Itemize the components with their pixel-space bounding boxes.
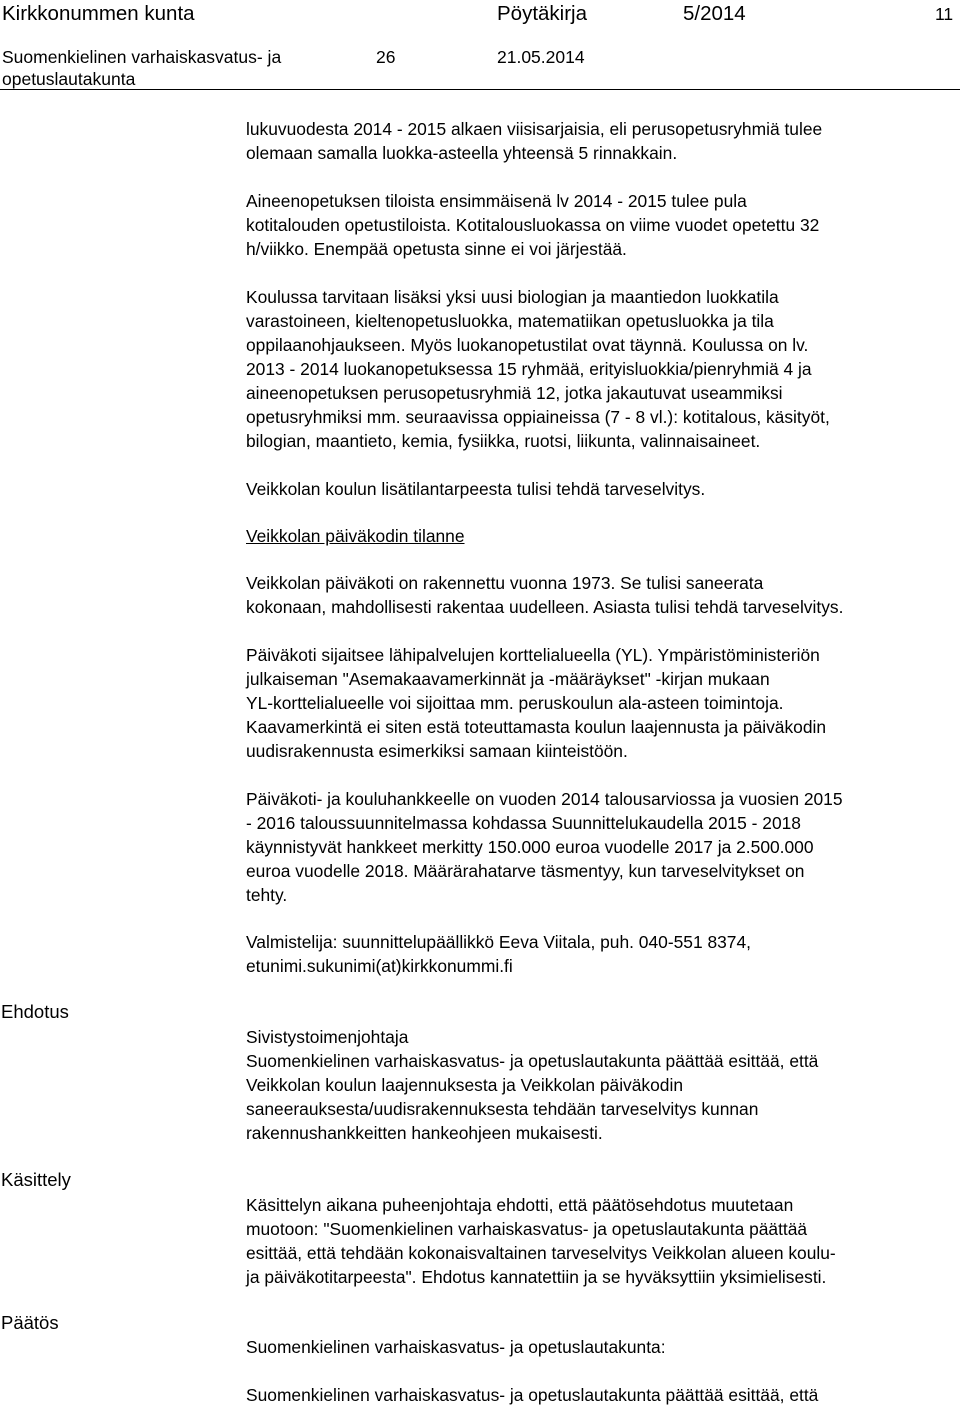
text-line: muotoon: "Suomenkielinen varhaiskasvatus- ja opetuslautakunta päättää xyxy=(246,1219,808,1239)
text-line: tehty. xyxy=(246,885,288,905)
text-line: julkaiseman "Asemakaavamerkinnät ja -määräykset" -kirjan mukaan xyxy=(246,669,770,689)
section-heading-daycare: Veikkolan päiväkodin tilanne xyxy=(246,526,465,546)
paragraph-school-survey xyxy=(246,477,705,501)
text-line: YL-korttelialueelle voi sijoittaa mm. peruskoulun ala-asteen toimintoja. xyxy=(246,693,784,713)
text-line: Aineenopetuksen tiloista ensimmäisenä lv 2014 - 2015 tulee pula xyxy=(246,191,747,211)
text-line: Veikkolan päiväkoti on rakennettu vuonna 1973. Se tulisi saneerata xyxy=(246,573,764,593)
text-line: Päiväkoti- ja kouluhankkeelle on vuoden 2014 talousarviossa ja vuosien 2015 xyxy=(246,789,843,809)
text-line: h/viikko. Enempää opetusta sinne ei voi järjestää. xyxy=(246,239,627,259)
paragraph-space-needs xyxy=(246,285,830,453)
text-line: kotitalouden opetustiloista. Kotitalousluokassa on viime vuodet opetettu 32 xyxy=(246,215,820,235)
text-line: Päiväkoti sijaitsee lähipalvelujen korttelialueella (YL). Ympäristöministeriön xyxy=(246,645,820,665)
text-line: 2013 - 2014 luokanopetuksessa 15 ryhmää, erityisluokkia/pienryhmiä 4 ja xyxy=(246,359,812,379)
page-number: 11 xyxy=(935,4,954,24)
handling-label: Käsittely xyxy=(1,1169,71,1190)
paragraph-class-sizes xyxy=(246,117,822,165)
paragraph-daycare-built xyxy=(246,571,843,619)
paragraph-zoning xyxy=(246,643,826,763)
decision-intro: Suomenkielinen varhaiskasvatus- ja opetuslautakunta: xyxy=(246,1337,666,1357)
text-line: aineenopetuksen perusopetusryhmiä 12, jotka jakautuvat useammiksi xyxy=(246,383,783,403)
text-line: opetusryhmiksi mm. seuraavissa oppiaineissa (7 - 8 vl.): kotitalous, käsityöt, xyxy=(246,407,830,427)
decision-label: Päätös xyxy=(1,1312,59,1333)
text-line: kokonaan, mahdollisesti rakentaa uudelleen. Asiasta tulisi tehdä tarveselvitys. xyxy=(246,597,844,617)
text-line: saneerauksesta/uudisrakennuksesta tehdään tarveselvitys kunnan xyxy=(246,1099,759,1119)
committee-name-line2: opetuslautakunta xyxy=(2,69,136,89)
text-line: euroa vuodelle 2018. Määrärahatarve täsmentyy, kun tarveselvitykset on xyxy=(246,861,805,881)
header-divider xyxy=(0,89,960,90)
text-line: Veikkolan koulun laajennuksesta ja Veikkolan päiväkodin xyxy=(246,1075,683,1095)
text-line: uudisrakennusta esimerkiksi samaan kiinteistöön. xyxy=(246,741,628,761)
text-line: - 2016 taloussuunnitelmassa kohdassa Suunnittelukaudella 2015 - 2018 xyxy=(246,813,801,833)
text-line: Sivistystoimenjohtaja xyxy=(246,1027,409,1047)
section-number: 26 xyxy=(376,47,396,67)
text-line: etunimi.sukunimi(at)kirkkonummi.fi xyxy=(246,956,513,976)
paragraph-home-economics xyxy=(246,189,819,261)
text-line: Suomenkielinen varhaiskasvatus- ja opetuslautakunta päättää esittää, että xyxy=(246,1051,819,1071)
meeting-date: 21.05.2014 xyxy=(497,47,585,67)
text-line: Kaavamerkintä ei siten estä toteuttamasta koulun laajennusta ja päiväkodin xyxy=(246,717,827,737)
paragraph-budget xyxy=(246,787,843,907)
municipality-name: Kirkkonummen kunta xyxy=(2,2,195,25)
committee-name-line1: Suomenkielinen varhaiskasvatus- ja xyxy=(2,47,282,67)
text-line: varastoineen, kieltenopetusluokka, matematiikan opetusluokka ja tila xyxy=(246,311,774,331)
text-line: rakennushankkeitten hankeohjeen mukaisesti. xyxy=(246,1123,603,1143)
proposal-label: Ehdotus xyxy=(1,1001,69,1022)
proposal-text xyxy=(246,1025,818,1145)
decision-text: Suomenkielinen varhaiskasvatus- ja opetuslautakunta päättää esittää, että xyxy=(246,1385,819,1405)
text-line: lukuvuodesta 2014 - 2015 alkaen viisisarjaisia, eli perusopetusryhmiä tulee xyxy=(246,119,823,139)
text-line: Koulussa tarvitaan lisäksi yksi uusi biologian ja maantiedon luokkatila xyxy=(246,287,779,307)
document-type: Pöytäkirja xyxy=(497,2,588,25)
issue-number: 5/2014 xyxy=(683,2,746,25)
text-line: Valmistelija: suunnittelupäällikkö Eeva Viitala, puh. 040-551 8374, xyxy=(246,932,751,952)
text-line: Veikkolan koulun lisätilantarpeesta tulisi tehdä tarveselvitys. xyxy=(246,479,706,499)
text-line: Käsittelyn aikana puheenjohtaja ehdotti, että päätösehdotus muutetaan xyxy=(246,1195,794,1215)
paragraph-preparer xyxy=(246,930,751,978)
text-line: käynnistyvät hankkeet merkitty 150.000 euroa vuodelle 2017 ja 2.500.000 xyxy=(246,837,814,857)
text-line: esittää, että tehdään kokonaisvaltainen tarveselvitys Veikkolan alueen koulu- xyxy=(246,1243,836,1263)
text-line: ja päiväkotitarpeesta". Ehdotus kannatettiin ja se hyväksyttiin yksimielisesti. xyxy=(246,1267,827,1287)
text-line: bilogian, maantieto, kemia, fysiikka, ruotsi, liikunta, valinnaisaineet. xyxy=(246,431,761,451)
text-line: olemaan samalla luokka-asteella yhteensä 5 rinnakkain. xyxy=(246,143,678,163)
handling-text xyxy=(246,1193,836,1289)
text-line: oppilaanohjaukseen. Myös luokanopetustilat ovat täynnä. Koulussa on lv. xyxy=(246,335,809,355)
